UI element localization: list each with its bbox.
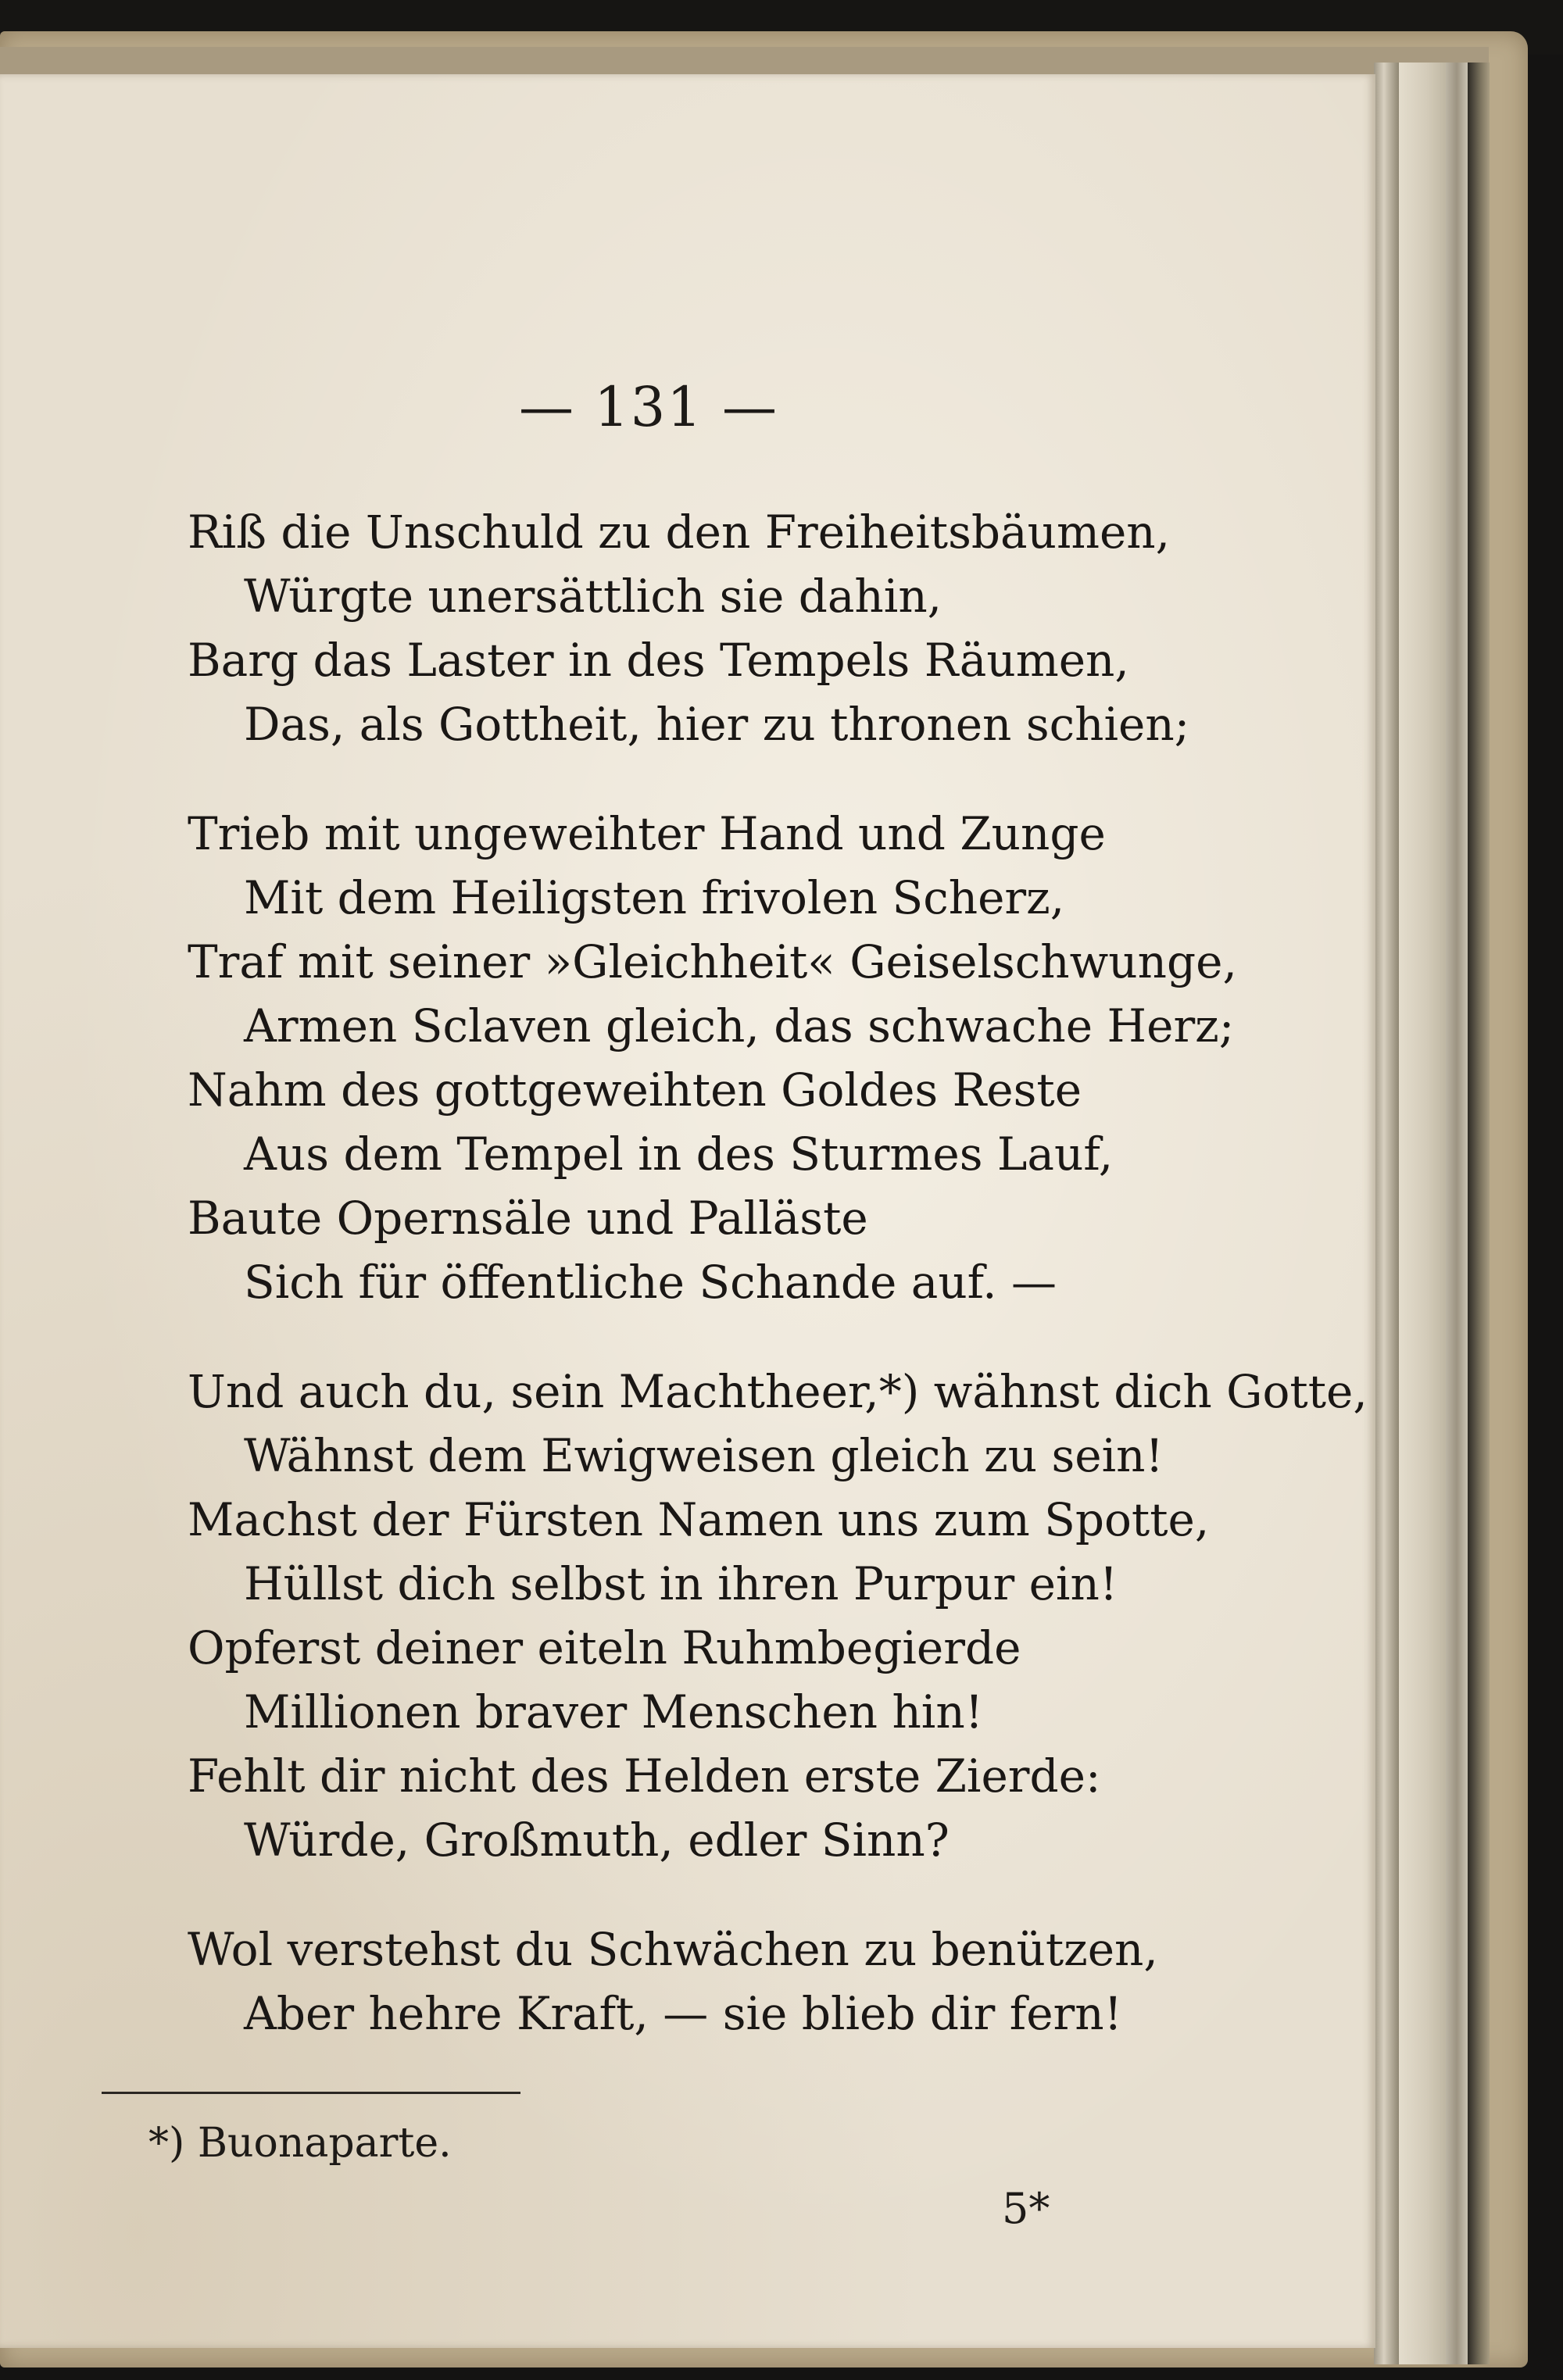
verse-line: Baute Opernsäle und Palläste bbox=[188, 1192, 868, 1245]
verse-line: Wähnst dem Ewigweisen gleich zu sein! bbox=[244, 1429, 1164, 1482]
verse-line: Hüllst dich selbst in ihren Purpur ein! bbox=[244, 1557, 1118, 1610]
verse-line: Wol verstehst du Schwächen zu benützen, bbox=[188, 1923, 1158, 1976]
verse-line: Armen Sclaven gleich, das schwache Herz; bbox=[244, 999, 1235, 1052]
stanza-3 bbox=[188, 1360, 1375, 1872]
footnote: *) Buonaparte. bbox=[148, 2120, 452, 2167]
verse-line: Barg das Laster in des Tempels Räumen, bbox=[188, 634, 1129, 687]
page-edge bbox=[1374, 63, 1399, 2364]
page-edge-shadow bbox=[1468, 63, 1490, 2364]
page-edge bbox=[1399, 63, 1446, 2364]
verse-line: Sich für öffentliche Schande auf. — bbox=[244, 1256, 1057, 1309]
verse-line: Fehlt dir nicht des Helden erste Zierde: bbox=[188, 1749, 1101, 1803]
verse-line: Aus dem Tempel in des Sturmes Lauf, bbox=[244, 1127, 1114, 1181]
verse-line: Traf mit seiner »Gleichheit« Geiselschwunge, bbox=[188, 935, 1237, 988]
verse-line: Riß die Unschuld zu den Freiheitsbäumen, bbox=[188, 506, 1171, 559]
verse-line: Machst der Fürsten Namen uns zum Spotte, bbox=[188, 1493, 1210, 1546]
page-number: — 131 — bbox=[518, 375, 779, 439]
stanza-2 bbox=[188, 802, 1375, 1314]
book-page bbox=[0, 74, 1375, 2348]
stanza-1 bbox=[188, 500, 1375, 756]
verse-line: Würgte unersättlich sie dahin, bbox=[244, 570, 942, 623]
verse-line: Würde, Großmuth, edler Sinn? bbox=[244, 1814, 950, 1867]
verse-line: Millionen braver Menschen hin! bbox=[244, 1685, 984, 1739]
verse-line: Aber hehre Kraft, — sie blieb dir fern! bbox=[244, 1987, 1122, 2040]
verse-line: Mit dem Heiligsten frivolen Scherz, bbox=[244, 871, 1065, 924]
verse-line: Das, als Gottheit, hier zu thronen schien; bbox=[244, 698, 1190, 751]
poem bbox=[188, 500, 1375, 2091]
verse-line: Opferst deiner eiteln Ruhmbegierde bbox=[188, 1621, 1021, 1674]
verse-line: Nahm des gottgeweihten Goldes Reste bbox=[188, 1063, 1082, 1117]
verse-line: Trieb mit ungeweihter Hand und Zunge bbox=[188, 807, 1106, 860]
signature-mark: 5* bbox=[1002, 2184, 1050, 2233]
page-edge bbox=[1446, 63, 1468, 2364]
footnote-rule bbox=[102, 2092, 520, 2094]
stanza-4 bbox=[188, 1917, 1375, 2046]
verse-line: Und auch du, sein Machtheer,*) wähnst dich Gotte, bbox=[188, 1365, 1368, 1418]
